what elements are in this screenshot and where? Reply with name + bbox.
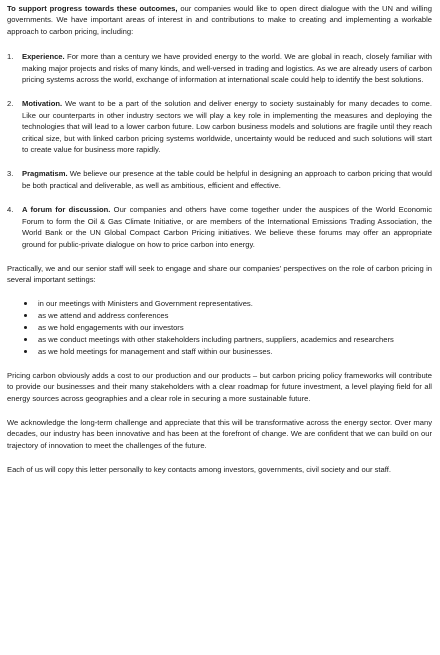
list-item-text: in our meetings with Ministers and Government representatives. bbox=[38, 298, 253, 308]
bullet-icon bbox=[24, 314, 27, 317]
point-number: 1. bbox=[7, 52, 14, 62]
pricing-carbon-paragraph: Pricing carbon obviously adds a cost to our production and our products – but carbon pricing policy frameworks will contribute to provide our businesses and their many stakeholders with a clear roadmap for future investment, a level playing field for all energy sources across geographies and a clear role in securing a more sustainable future. bbox=[7, 370, 432, 403]
practically-paragraph: Practically, we and our senior staff will seek to engage and share our companies' perspectives on the role of carbon pricing in several important settings: bbox=[7, 263, 432, 285]
point-number: 4. bbox=[7, 205, 14, 215]
intro-lead: To support progress towards these outcomes, bbox=[7, 4, 178, 13]
intro-paragraph bbox=[7, 3, 432, 37]
point-heading: Pragmatism. bbox=[22, 169, 68, 179]
point-text: We want to be a part of the solution and deliver energy to society sustainably for many decades to come. Like our counterparts in other industry sectors we will play a key role in implementing the measures and deploying the technologies that will lead to a lower carbon future. Low carbon business models and solutions are fragile until they reach critical size, but with linked carbon pricing systems worldwide, uncertainty would be reduced and such solutions will start to create value for business more rapidly. bbox=[22, 99, 432, 155]
point-experience bbox=[7, 51, 432, 85]
point-forum bbox=[7, 204, 432, 250]
point-heading: Experience. bbox=[22, 52, 65, 62]
settings-bullet-list bbox=[7, 298, 432, 358]
list-item bbox=[7, 298, 432, 310]
point-heading: A forum for discussion. bbox=[22, 205, 111, 215]
closing-paragraph: Each of us will copy this letter personally to key contacts among investors, governments, civil society and our staff. bbox=[7, 465, 391, 475]
list-item-text: as we attend and address conferences bbox=[38, 310, 169, 320]
list-item-text: as we hold engagements with our investors bbox=[38, 322, 184, 332]
point-heading: Motivation. bbox=[22, 99, 63, 109]
key-points-list bbox=[7, 51, 432, 250]
list-item-text: as we hold meetings for management and staff within our businesses. bbox=[38, 347, 273, 357]
point-number: 2. bbox=[7, 99, 14, 109]
point-text: We believe our presence at the table could be helpful in designing an approach to carbon pricing that would be both practical and deliverable, as well as ambitious, efficient and effective. bbox=[22, 169, 432, 190]
bullet-icon bbox=[24, 350, 27, 353]
intro-text: our companies would like to open direct dialogue with the UN and willing governments. We have important areas of interest in and contributions to make to creating and implementing a workable approach to carbon pricing, including: bbox=[7, 4, 433, 36]
bullet-icon bbox=[24, 338, 27, 341]
list-item bbox=[7, 346, 432, 358]
point-number: 3. bbox=[7, 169, 14, 179]
long-term-challenge-paragraph: We acknowledge the long-term challenge and appreciate that this will be transformative across the energy sector. Over many decades, our industry has been innovative and has been at the forefront of change. We are confident that we can build on our trajectory of innovation to meet the challenges of the future. bbox=[7, 417, 432, 450]
bullet-icon bbox=[24, 326, 27, 329]
list-item-text: as we conduct meetings with other stakeholders including partners, suppliers, academics and researchers bbox=[38, 335, 394, 344]
list-item bbox=[7, 334, 432, 346]
point-pragmatism bbox=[7, 168, 432, 191]
point-text: Our companies and others have come together under the auspices of the World Economic Forum to form the Oil & Gas Climate Initiative, or are members of the International Emissions Trading Association, the World Bank or the UN Global Compact Carbon Pricing initiatives. We believe these forums may offer an appropriate ground for public-private dialogue on how to price carbon into energy. bbox=[22, 205, 432, 249]
point-motivation bbox=[7, 98, 432, 155]
point-text: For more than a century we have provided energy to the world. We are global in reach, closely familiar with making major projects and risks of many kinds, and well-versed in trading and logistics. As we are already users of carbon pricing systems across the world, exchange of information at international scale could help to identify the best solutions. bbox=[22, 52, 432, 85]
list-item bbox=[7, 310, 432, 322]
bullet-icon bbox=[24, 302, 27, 305]
list-item bbox=[7, 322, 432, 334]
